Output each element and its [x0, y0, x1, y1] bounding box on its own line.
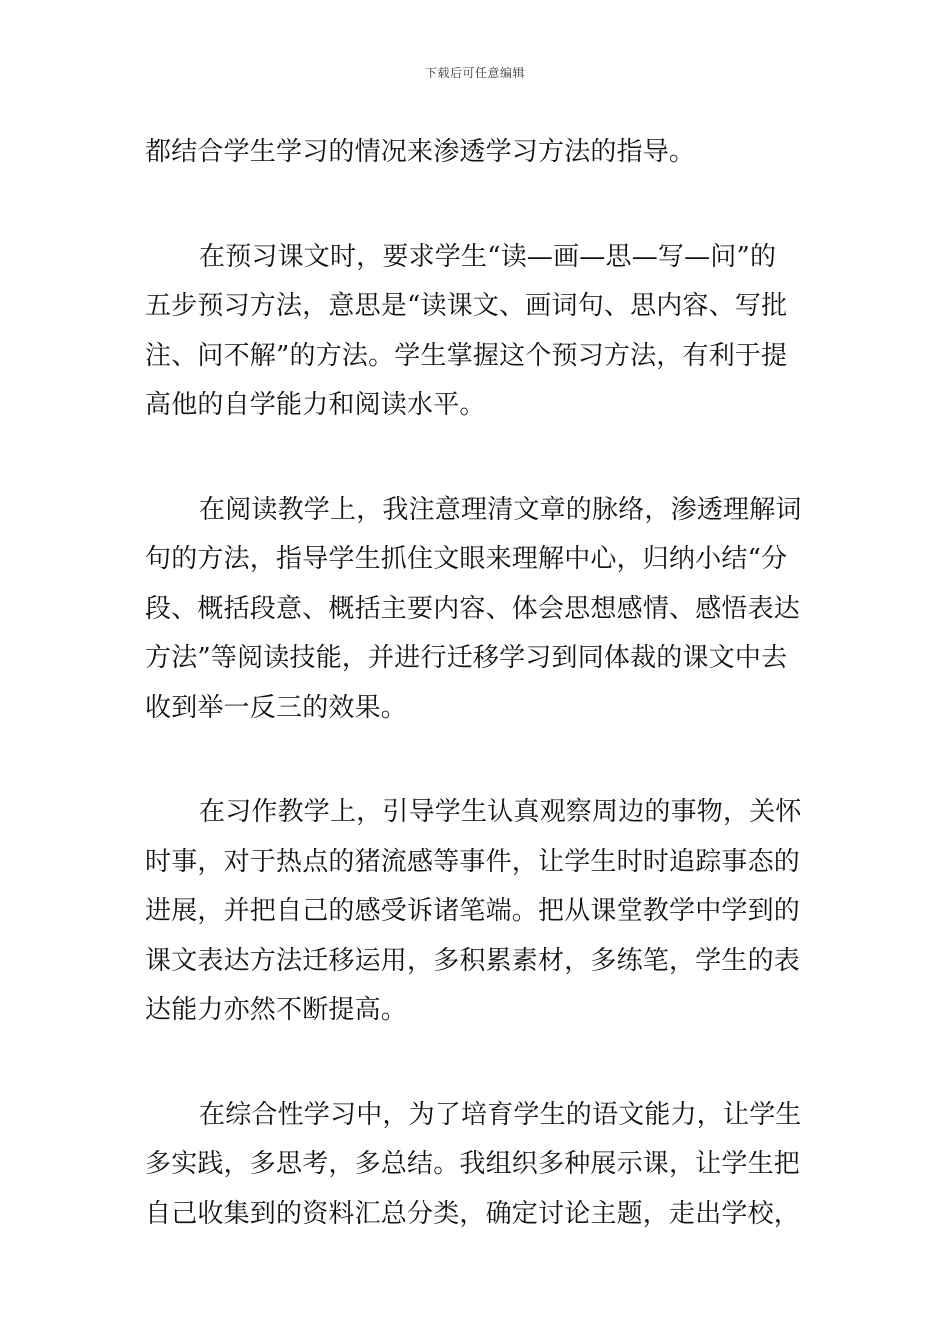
paragraph-1 — [145, 128, 809, 178]
paragraph-gap — [145, 733, 809, 788]
paragraph-gap — [145, 431, 809, 486]
text-line: 进展，并把自己的感受诉诸笔端。把从课堂教学中学到的 — [145, 896, 801, 926]
text-line: 在预习课文时，要求学生“读—画—思—写—问”的 — [199, 241, 777, 272]
text-line: 多实践，多思考，多总结。我组织多种展示课，让学生把 — [145, 1149, 801, 1179]
paragraph-4 — [145, 788, 809, 1036]
text-line: 注、问不解”的方法。学生掌握这个预习方法，有利于提 — [145, 340, 788, 371]
document-body — [145, 128, 809, 1239]
page-header: 下载后可任意编辑 — [424, 66, 525, 80]
text-line: 方法”等阅读技能，并进行迁移学习到同体裁的课文中去 — [145, 643, 788, 673]
text-line: 段、概括段意、概括主要内容、体会思想感情、感悟表达 — [145, 593, 801, 624]
text-line: 都结合学生学习的情况来渗透学习方法的指导。 — [145, 137, 696, 167]
paragraph-gap — [145, 178, 809, 233]
paragraph-gap — [145, 1036, 809, 1091]
text-line: 在习作教学上，引导学生认真观察周边的事物，关怀 — [199, 797, 802, 827]
text-line: 时事，对于热点的猪流感等事件，让学生时时追踪事态的 — [145, 846, 801, 877]
text-line: 五步预习方法，意思是“读课文、画词句、思内容、写批 — [145, 291, 788, 321]
text-line: 高他的自学能力和阅读水平。 — [145, 390, 486, 420]
paragraph-5 — [145, 1091, 809, 1240]
text-line: 课文表达方法迁移运用，多积累素材，多练笔，学生的表 — [145, 945, 801, 976]
text-line: 在阅读教学上，我注意理清文章的脉络，渗透理解词 — [199, 494, 802, 525]
paragraph-2 — [145, 233, 809, 431]
paragraph-3 — [145, 486, 809, 734]
text-line: 达能力亦然不断提高。 — [145, 995, 408, 1025]
text-line: 收到举一反三的效果。 — [145, 692, 408, 723]
text-line: 在综合性学习中，为了培育学生的语文能力，让学生 — [199, 1099, 802, 1130]
text-line: 自己收集到的资料汇总分类，确定讨论主题，走出学校， — [145, 1198, 801, 1229]
text-line: 句的方法，指导学生抓住文眼来理解中心，归纳小结“分 — [145, 544, 788, 574]
